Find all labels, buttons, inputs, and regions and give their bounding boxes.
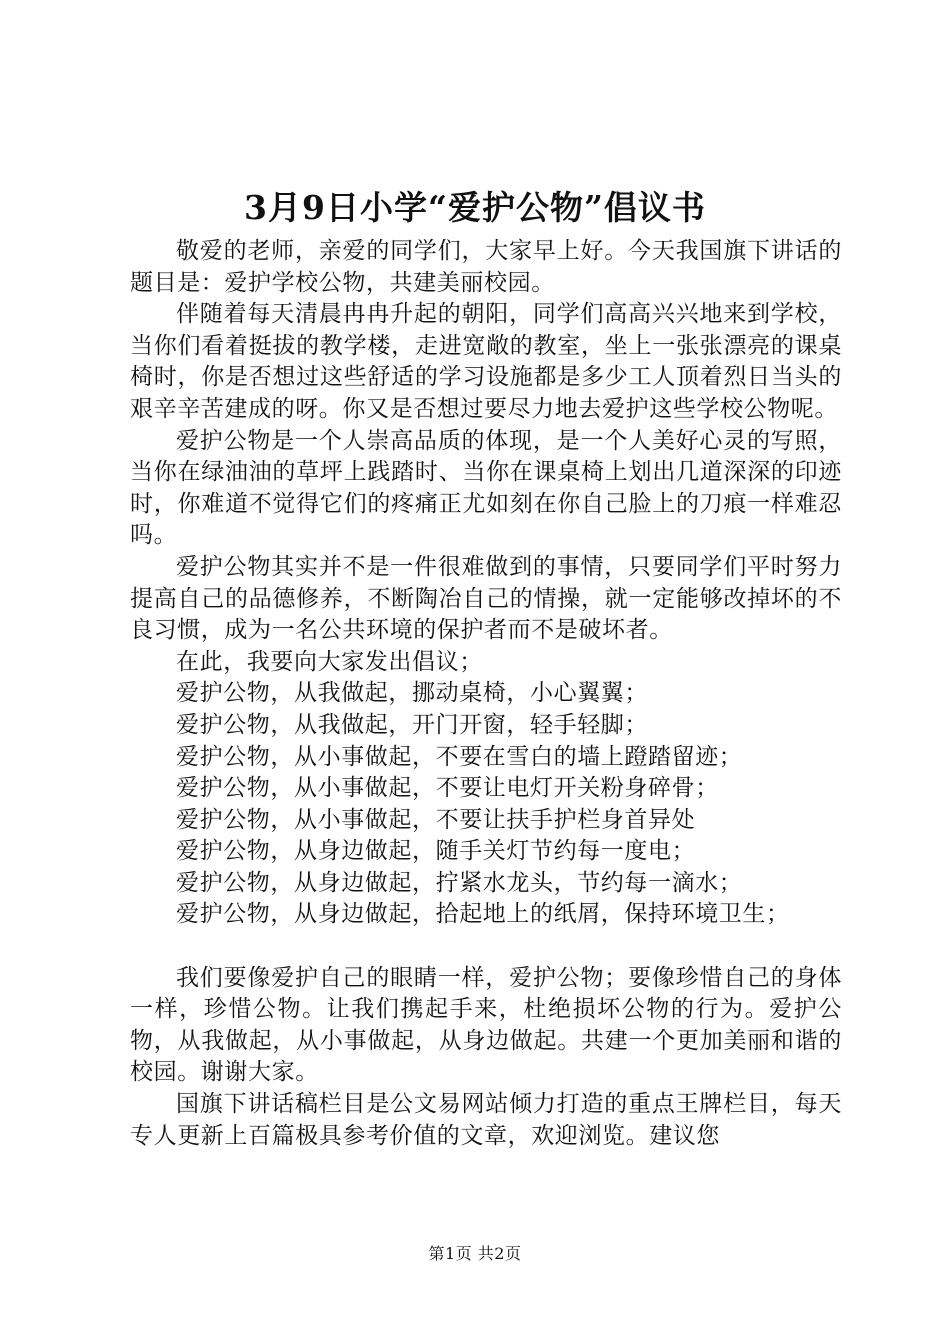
paragraph-closing: 我们要像爱护自己的眼睛一样，爱护公物；要像珍惜自己的身体一样，珍惜公物。让我们携起手来，杜绝损坏公物的行为。爱护公物，从我做起，从小事做起，从身边做起。共建一个更加美丽和谐的校园。谢谢大家。: [130, 964, 842, 1086]
document-title: 3月9日小学“爱护公物”倡议书: [244, 188, 706, 227]
proposal-item: 爱护公物，从身边做起，随手关灯节约每一度电；: [176, 838, 696, 865]
document-body: [130, 236, 842, 1152]
proposal-item: 爱护公物，从身边做起，拧紧水龙头，节约每一滴水；: [176, 869, 743, 896]
paragraph-facilities: 伴随着每天清晨冉冉升起的朝阳，同学们高高兴兴地来到学校，当你们看着挺拔的教学楼，走进宽敞的教室，坐上一张张漂亮的课桌椅时，你是否想过这些舒适的学习设施都是多少工人顶着烈日当头的艰辛辛苦建成的呀。你又是否想过要尽力地去爱护这些学校公物呢。: [130, 301, 842, 422]
proposal-intro: 在此，我要向大家发出倡议；: [176, 648, 483, 675]
blank-line: [130, 931, 842, 963]
proposal-item: 爱护公物，从小事做起，不要在雪白的墙上蹬踏留迹；: [176, 743, 743, 770]
paragraph-quality: 爱护公物是一个人崇高品质的体现，是一个人美好心灵的写照，当你在绿油油的草坪上践踏时、当你在课桌椅上划出几道深深的印迹时，你难道不觉得它们的疼痛正尤如刻在你自己脸上的刀痕一样难忍吗。: [130, 427, 842, 549]
proposal-item: 爱护公物，从我做起，挪动桌椅，小心翼翼；: [176, 680, 648, 707]
page-number: 第1页 共2页: [428, 1244, 522, 1263]
paragraph-site-note: 国旗下讲话稿栏目是公文易网站倾力打造的重点王牌栏目，每天专人更新上百篇极具参考价值的文章，欢迎浏览。建议您: [130, 1091, 842, 1149]
paragraph-habits: 爱护公物其实并不是一件很难做到的事情，只要同学们平时努力提高自己的品德修养，不断陶冶自己的情操，就一定能够改掉坏的不良习惯，成为一名公共环境的保护者而不是破坏者。: [130, 553, 842, 644]
proposal-item: 爱护公物，从小事做起，不要让电灯开关粉身碎骨；: [176, 775, 719, 802]
proposal-item: 爱护公物，从身边做起，拾起地上的纸屑，保持环境卫生；: [176, 901, 790, 928]
paragraph-greeting: 敬爱的老师，亲爱的同学们，大家早上好。今天我国旗下讲话的题目是：爱护学校公物，共建美丽校园。: [130, 238, 842, 296]
proposal-item: 爱护公物，从小事做起，不要让扶手护栏身首异处: [176, 806, 696, 833]
proposal-item: 爱护公物，从我做起，开门开窗，轻手轻脚；: [176, 711, 648, 738]
